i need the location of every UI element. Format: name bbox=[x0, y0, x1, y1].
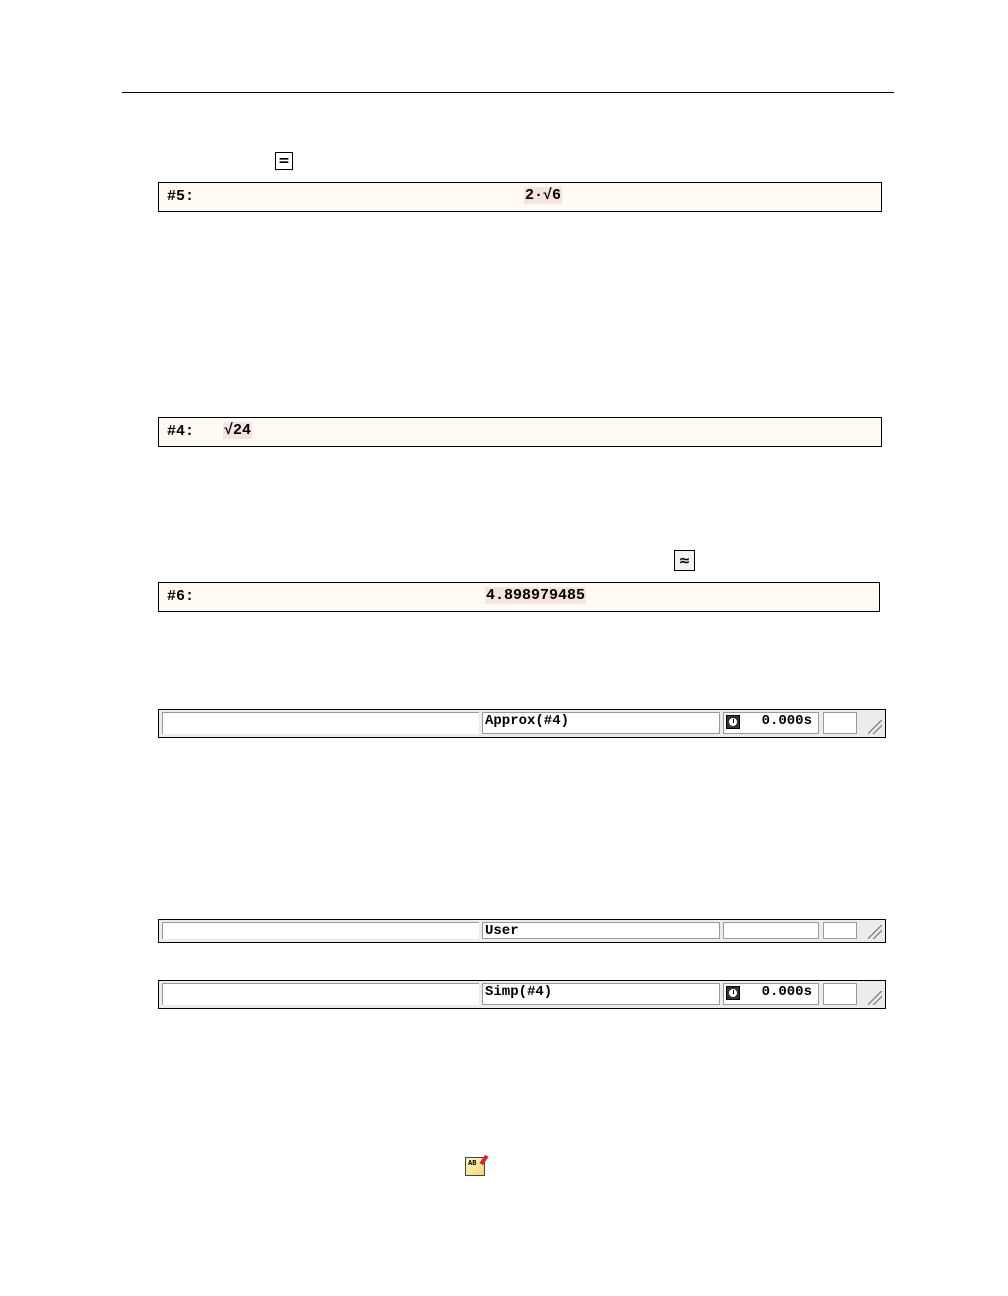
status-message-pane bbox=[162, 983, 479, 1005]
simplify-button-icon[interactable] bbox=[275, 152, 293, 170]
note-icon-text: AB bbox=[468, 1159, 477, 1167]
text-annotation-icon[interactable] bbox=[465, 1157, 485, 1176]
status-time-pane bbox=[723, 922, 819, 939]
status-extra-pane bbox=[823, 983, 857, 1005]
status-time-text: 0.000s bbox=[761, 984, 812, 1000]
resize-grip-icon[interactable] bbox=[868, 720, 882, 734]
expression-row-6[interactable] bbox=[158, 582, 880, 612]
resize-grip-icon[interactable] bbox=[868, 991, 882, 1005]
status-command-pane: Approx(#4) bbox=[482, 712, 720, 734]
expression-value[interactable]: √24 bbox=[224, 422, 252, 439]
expression-value[interactable]: 4.898979485 bbox=[486, 587, 586, 604]
status-command-pane: Simp(#4) bbox=[482, 983, 720, 1005]
equals-glyph: = bbox=[278, 153, 290, 169]
approx-glyph: ≈ bbox=[678, 552, 691, 569]
expression-row-5[interactable] bbox=[158, 182, 882, 212]
resize-grip-icon[interactable] bbox=[868, 925, 882, 939]
status-time-text: 0.000s bbox=[761, 713, 812, 729]
status-message-pane bbox=[162, 922, 479, 939]
status-bar-approx bbox=[158, 709, 886, 738]
status-bar-simp bbox=[158, 980, 886, 1009]
status-extra-pane bbox=[823, 712, 857, 734]
status-message-pane bbox=[162, 712, 479, 734]
expression-row-4[interactable] bbox=[158, 417, 882, 447]
pencil-icon bbox=[479, 1155, 488, 1165]
expression-label: #5: bbox=[167, 188, 195, 205]
status-extra-pane bbox=[823, 922, 857, 939]
status-time-pane bbox=[723, 712, 819, 734]
approximate-button-icon[interactable] bbox=[674, 550, 695, 571]
clock-icon bbox=[726, 715, 740, 729]
status-time-pane bbox=[723, 983, 819, 1005]
expression-value[interactable]: 2·√6 bbox=[525, 187, 562, 204]
expression-label: #6: bbox=[167, 588, 195, 605]
clock-icon bbox=[726, 986, 740, 1000]
status-command-pane: User bbox=[482, 922, 720, 939]
page-header-rule bbox=[122, 92, 894, 93]
expression-label: #4: bbox=[167, 423, 195, 440]
status-bar-user bbox=[158, 919, 886, 943]
